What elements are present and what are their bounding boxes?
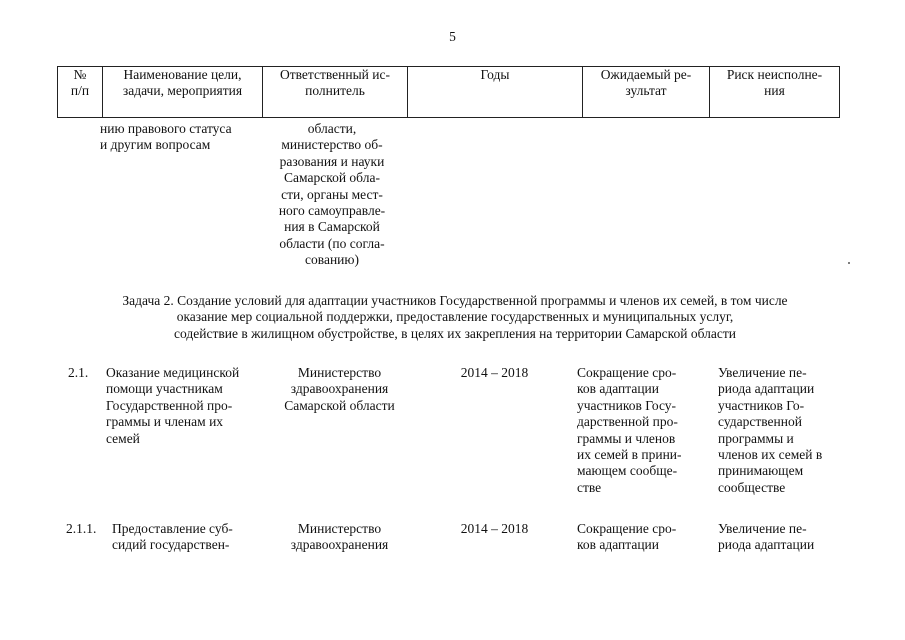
header-responsible: Ответственный ис- полнитель — [263, 67, 408, 118]
row-risk: Увеличение пе- риода адаптации — [718, 521, 815, 553]
header-years: Годы — [408, 67, 583, 118]
row-number: 2.1.1. — [66, 521, 97, 536]
row-responsible: Министерство здравоохранения — [290, 521, 389, 553]
page-number: 5 — [449, 29, 456, 44]
row-name: Оказание медицинской помощи участникам Государственной про- граммы и членам их семей — [106, 365, 240, 446]
row-number: 2.1. — [68, 365, 89, 380]
task-heading: Задача 2. Создание условий для адаптации участников Государственной программы и членов их семей, в том числе оказание мер социальной поддержки, предоставление государственных и муниципальных услуг, содействие в жилищном обустройстве, в целях их закрепления на территории Самарской области — [122, 293, 788, 341]
header-name: Наименование цели, задачи, мероприятия — [103, 67, 263, 118]
header-result: Ожидаемый ре- зультат — [583, 67, 710, 118]
row-result: Сокращение сро- ков адаптации участников Госу- дарственной про- граммы и членов их семей в прини- мающем сообще- стве — [577, 365, 682, 495]
continuation-responsible: области, министерство об- разования и науки Самарской обла- сти, органы мест- ного самоуправле- ния в Самарской области (по согла- сованию) — [278, 121, 386, 268]
row-responsible: Министерство здравоохранения Самарской области — [284, 365, 395, 413]
row-years: 2014 – 2018 — [460, 521, 529, 536]
header-number: № п/п — [58, 67, 103, 118]
row-risk: Увеличение пе- риода адаптации участников Го- сударственной программы и членов их семей в принимающем сообществе — [718, 365, 823, 495]
table-header — [57, 66, 840, 118]
row-name: Предоставление суб- сидий государствен- — [112, 521, 233, 553]
row-years: 2014 – 2018 — [460, 365, 529, 380]
continuation-name: нию правового статуса и другим вопросам — [100, 121, 232, 153]
row-result: Сокращение сро- ков адаптации — [577, 521, 677, 553]
header-risk: Риск неисполне- ния — [710, 67, 840, 118]
scan-speck — [848, 262, 850, 264]
